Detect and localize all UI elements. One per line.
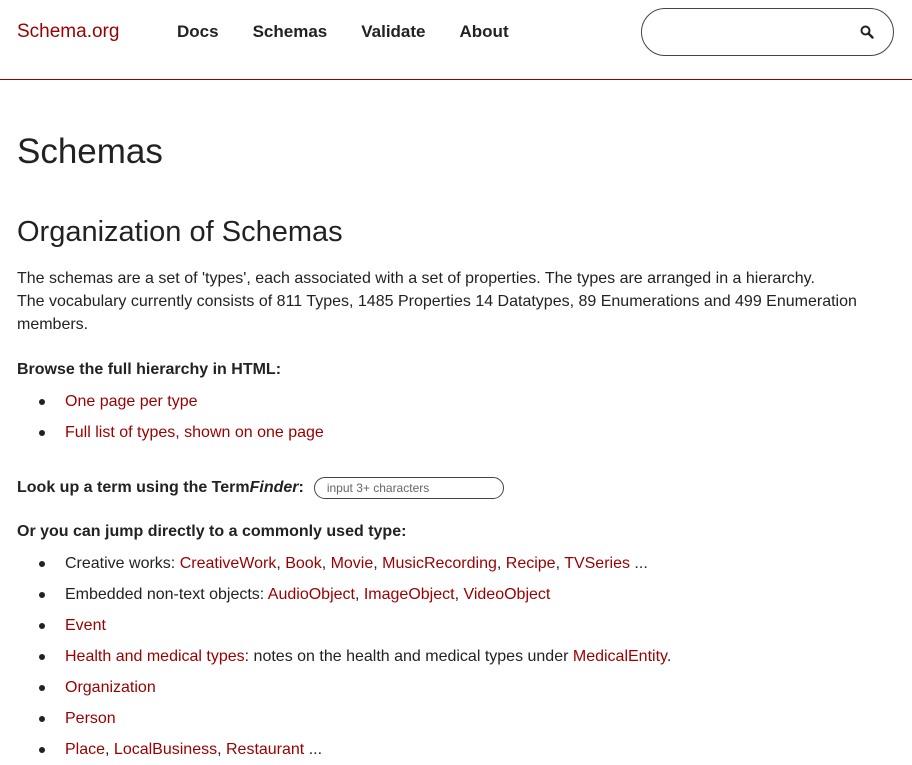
health-period: . bbox=[666, 648, 672, 665]
embedded-label: Embedded non-text objects: bbox=[65, 586, 268, 603]
termfinder-label-prefix: Look up a term using the Term bbox=[17, 479, 250, 496]
link-movie[interactable]: Movie bbox=[330, 555, 374, 572]
list-item bbox=[17, 417, 324, 448]
jump-list bbox=[17, 548, 671, 765]
main-nav bbox=[177, 22, 543, 42]
full-list-link[interactable]: Full list of types, shown on one page bbox=[65, 424, 324, 441]
search-box bbox=[641, 8, 894, 56]
nav-docs[interactable]: Docs bbox=[177, 22, 219, 41]
jump-label: Or you can jump directly to a commonly used type: bbox=[17, 523, 407, 540]
list-item-place: Place, LocalBusiness, Restaurant ... bbox=[17, 734, 671, 765]
creative-works-ellipsis: ... bbox=[629, 555, 648, 572]
link-imageobject[interactable]: ImageObject bbox=[363, 586, 455, 603]
top-navbar bbox=[0, 0, 912, 80]
intro-text bbox=[17, 267, 887, 336]
link-health-medical[interactable]: Health and medical types bbox=[65, 648, 245, 665]
link-videoobject[interactable]: VideoObject bbox=[463, 586, 551, 603]
termfinder-row bbox=[17, 477, 504, 499]
list-item-person bbox=[17, 703, 671, 734]
link-localbusiness[interactable]: LocalBusiness bbox=[113, 741, 218, 758]
list-item bbox=[17, 386, 324, 417]
browse-list bbox=[17, 386, 324, 448]
intro-line-2: The vocabulary currently consists of 811 Types, 1485 Properties 14 Datatypes, 89 Enumerations and 499 Enumeration members. bbox=[17, 293, 857, 333]
brand-logo-link[interactable]: Schema.org bbox=[17, 21, 120, 42]
list-item-event bbox=[17, 610, 671, 641]
browse-label: Browse the full hierarchy in HTML: bbox=[17, 361, 282, 378]
list-item-organization bbox=[17, 672, 671, 703]
link-place[interactable]: Place bbox=[65, 741, 106, 758]
link-book[interactable]: Book bbox=[285, 555, 322, 572]
nav-validate[interactable]: Validate bbox=[361, 22, 426, 41]
link-medicalentity[interactable]: MedicalEntity bbox=[572, 648, 667, 665]
search-input[interactable] bbox=[658, 21, 857, 45]
link-musicrecording[interactable]: MusicRecording bbox=[382, 555, 497, 572]
termfinder-input[interactable] bbox=[314, 477, 504, 499]
creative-works-label: Creative works: bbox=[65, 555, 180, 572]
termfinder-label-italic: Finder bbox=[249, 479, 299, 496]
section-title: Organization of Schemas bbox=[17, 216, 343, 248]
nav-about[interactable]: About bbox=[459, 22, 509, 41]
link-recipe[interactable]: Recipe bbox=[505, 555, 556, 572]
link-person[interactable]: Person bbox=[65, 710, 116, 727]
link-event[interactable]: Event bbox=[65, 617, 106, 634]
nav-schemas[interactable]: Schemas bbox=[252, 22, 328, 41]
list-item-creative-works: Creative works: CreativeWork, Book, Movie, MusicRecording, Recipe, TVSeries ... bbox=[17, 548, 671, 579]
list-item-health bbox=[17, 641, 671, 672]
link-organization[interactable]: Organization bbox=[65, 679, 156, 696]
page-title: Schemas bbox=[17, 132, 163, 171]
place-ellipsis: ... bbox=[304, 741, 323, 758]
termfinder-label bbox=[17, 479, 304, 497]
list-item-embedded: Embedded non-text objects: AudioObject, ImageObject, VideoObject bbox=[17, 579, 671, 610]
termfinder-label-suffix: : bbox=[298, 479, 304, 496]
link-creativework[interactable]: CreativeWork bbox=[179, 555, 277, 572]
search-icon[interactable] bbox=[859, 24, 875, 40]
intro-line-1: The schemas are a set of 'types', each associated with a set of properties. The types are arranged in a hierarchy. bbox=[17, 270, 815, 287]
health-note: : notes on the health and medical types under bbox=[244, 648, 573, 665]
link-audioobject[interactable]: AudioObject bbox=[267, 586, 355, 603]
link-restaurant[interactable]: Restaurant bbox=[225, 741, 305, 758]
one-page-per-type-link[interactable]: One page per type bbox=[65, 393, 198, 410]
link-tvseries[interactable]: TVSeries bbox=[564, 555, 630, 572]
